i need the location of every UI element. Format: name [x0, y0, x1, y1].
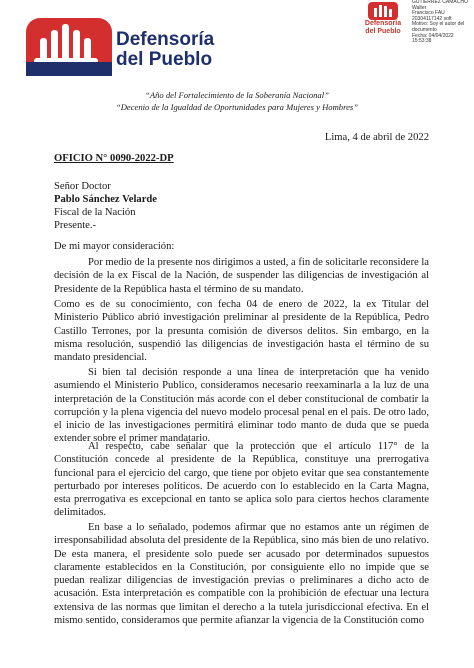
stamp-info-line: Fecha: 04/04/2022 15:53:38 [412, 32, 454, 45]
recipient-salutation: Señor Doctor [54, 181, 111, 192]
recipient-role: Fiscal de la Nación [54, 207, 136, 218]
paragraph-text: Como es de su conocimiento, con fecha 04 de enero de 2022, la ex Titular del Ministerio Público abrió investigación preliminar al presidente de la República, Pedro Castillo Terrones, por la presunta comisión de diversos delitos. Sin embargo, en la misma resolución, suspendió las diligencias de investigación hasta el término de su mandato presidencial. [54, 299, 429, 364]
letter-date: Lima, 4 de abril de 2022 [324, 132, 429, 143]
paragraph-text: En base a lo señalado, podemos afirmar que no estamos ante un régimen de irresponsabilidad absoluta del presidente de la República, sino más bien de uno relativo. De esta manera, el presidente solo puede ser acusado por determinados supuestos claramente establecidos en la Constitución, por consiguiente ello no impide que se puedan realizar diligencias de investigación previas o preliminares a dicho acto de acusación. Esta interpretación es compatible con la prohibición de efectuar una lectura extensiva de las normas que limitan el derecho a la tutela jurisdiccional efectiva. En el mismo sentido, consideramos que permite afianzar la vigencia de la Constitución como [54, 522, 429, 627]
body-paragraph [54, 440, 429, 520]
office-number: OFICIO N° 0090-2022-DP [54, 153, 174, 164]
stamp-title-line-1: Defensoría [364, 20, 402, 27]
defensoria-logo-mark [26, 18, 112, 81]
logo-line-2: del Pueblo [116, 49, 213, 70]
stamp-title-line-2: del Pueblo [365, 28, 401, 35]
greeting: De mi mayor consideración: [54, 241, 175, 252]
paragraph-text: Si bien tal decisión responde a una línea de interpretación que ha venido asumiendo el Ministerio Publico, consideramos necesario reexaminarla a la luz de una interpretación de la Constitución más acorde con el deber constitucional de combatir la corrupción y la plena vigencia del nuevo modelo procesal penal en el país. De otro lado, el inicio de las investigaciones permitirá eliminar todo manto de duda que se pueda extender sobre el primer mandatario. [54, 367, 429, 445]
body-paragraph [54, 298, 429, 364]
signature-stamp-title [362, 20, 404, 36]
stamp-info-line: documento [412, 26, 437, 33]
recipient-presente: Presente.- [54, 220, 97, 231]
stamp-info-line: GUTIERREZ CAMACHO Walter [412, 0, 468, 11]
decree-line-2: “Decenio de la Igualdad de Oportunidades para Mujeres y Hombres” [115, 102, 359, 112]
body-paragraph [54, 256, 429, 296]
logo-wordmark [116, 30, 214, 70]
recipient-name: Pablo Sánchez Velarde [54, 194, 157, 205]
decree-line-1: “Año del Fortalecimiento de la Soberanía Nacional” [145, 90, 329, 100]
stamp-info-line: Motivo: Soy el autor del [412, 21, 465, 28]
body-paragraph [54, 366, 429, 446]
paragraph-text: Al respecto, cabe señalar que la protección que el artículo 117° de la Constitución concede al presidente de la República, constituye una prerrogativa funcional para el ejercicio del cargo, que tiene por objeto evitar que sea constantemente perturbado por intereses políticos. De acuerdo con lo establecido en la Carta Magna, esta prerrogativa es excepcional en tanto se aplica solo para ciertos hechos claramente delimitados. [54, 441, 429, 519]
body-paragraph [54, 521, 429, 661]
paragraph-text: Por medio de la presente nos dirigimos a usted, a fin de solicitarle reconsidere la decisión de la ex Fiscal de la Nación, de suspender las diligencias de investigación al Presidente de la República hasta el término de su mandato. [54, 257, 429, 295]
stamp-info-line: Francisco FAU 20304117142 soft [412, 10, 452, 22]
logo-line-1: Defensoría [116, 29, 215, 50]
signature-stamp-info [412, 0, 474, 45]
